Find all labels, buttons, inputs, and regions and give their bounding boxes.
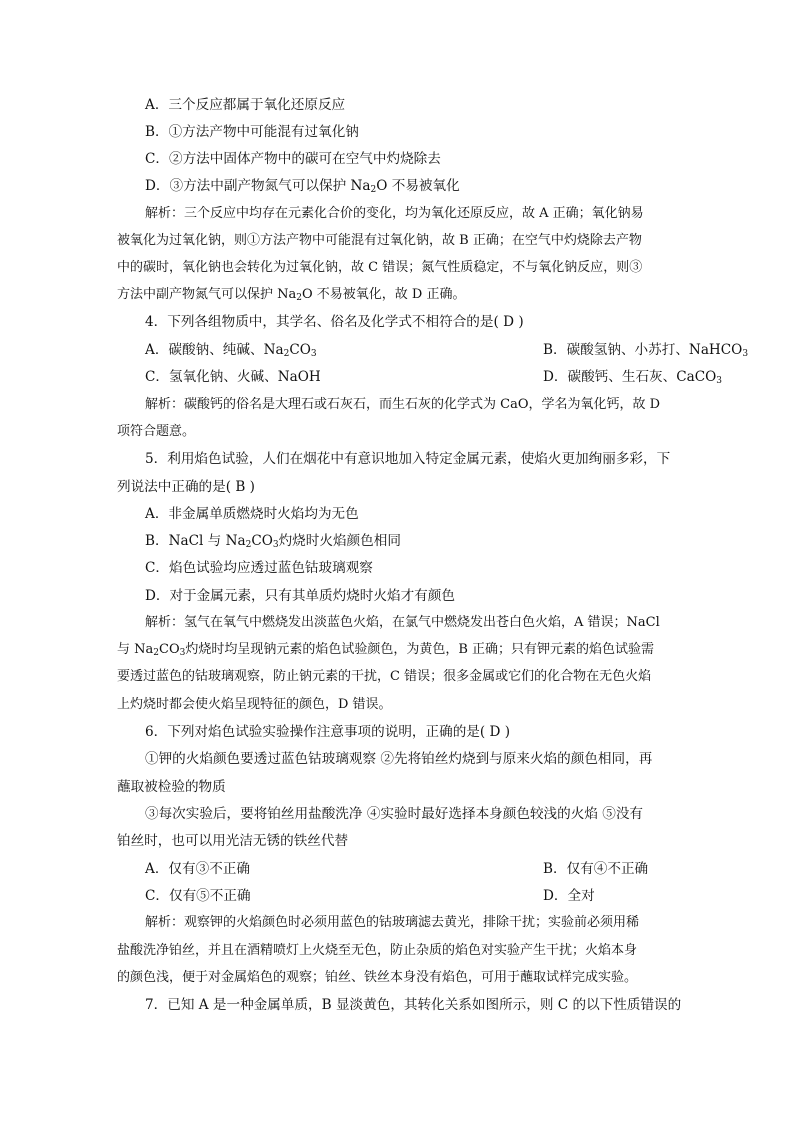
subscript: 2 — [283, 349, 290, 359]
q6-options-row-2 — [145, 886, 705, 906]
q5-option-d: D．对于金属元素，只有其单质灼烧时火焰才有颜色 — [145, 588, 455, 604]
q3-option-a: A．三个反应都属于氧化还原反应 — [145, 97, 346, 113]
q4-option-d-text: D．碳酸钙、生石灰、CaCO — [543, 369, 717, 385]
subscript: 3 — [179, 648, 186, 658]
q4-options-row-1 — [145, 340, 749, 360]
q5-option-c: C．焰色试验均应透过蓝色钴玻璃观察 — [145, 560, 373, 576]
q5-stem: 5．利用焰色试验，人们在烟花中有意识地加入特定金属元素，使焰火更加绚丽多彩，下 — [145, 451, 671, 467]
q5-option-b — [145, 531, 401, 551]
q3-explanation-text: 方法中副产物氮气可以保护 Na — [117, 287, 297, 302]
q3-explanation-line: 中的碳时，氧化钠也会转化为过氧化钠，故 C 错误；氮气性质稳定，不与氧化钠反应，则③ — [117, 260, 643, 275]
q4-explanation-line: 项符合题意。 — [117, 424, 196, 439]
q5-explanation-text-mid: CO — [159, 642, 180, 657]
q5-option-b-text: B．NaCl 与 Na — [145, 533, 246, 549]
q4-option-d — [543, 367, 722, 387]
q3-option-d-text: D．③方法中副产物氮气可以保护 Na — [145, 178, 371, 194]
q6-explanation-line: 的颜色浅，便于对金属焰色的观察；铂丝、铁丝本身没有焰色，可用于蘸取试样完成实验。 — [117, 970, 638, 985]
q3-explanation-line: 被氧化为过氧化钠，则①方法产物中可能混有过氧化钠，故 B 正确；在空气中灼烧除去产物 — [117, 233, 642, 248]
q6-option-c: C．仅有⑤不正确 — [145, 888, 251, 904]
subscript: 3 — [716, 376, 723, 386]
q3-option-c: C．②方法中固体产物中的碳可在空气中灼烧除去 — [145, 151, 441, 167]
q3-option-b: B．①方法产物中可能混有过氧化钠 — [145, 124, 359, 140]
subscript: 2 — [153, 648, 159, 658]
q6-option-b: B．仅有④不正确 — [543, 861, 649, 877]
subscript: 2 — [245, 540, 252, 550]
subscript: 3 — [310, 349, 317, 359]
q5-option-a: A．非金属单质燃烧时火焰均为无色 — [145, 506, 359, 522]
q6-explanation-line: 盐酸洗净铂丝，并且在酒精喷灯上火烧至无色，防止杂质的焰色对实验产生干扰；火焰本身 — [117, 943, 638, 958]
q4-option-a-text-mid: CO — [289, 342, 311, 358]
subscript: 3 — [742, 349, 749, 359]
q5-option-b-text-mid: CO — [251, 533, 273, 549]
q5-explanation-line: 上灼烧时都会使火焰呈现特征的颜色，D 错误。 — [117, 697, 392, 712]
q3-explanation-text-end: O 不易被氧化，故 D 正确。 — [302, 287, 466, 302]
q3-option-d — [145, 176, 460, 196]
q4-options-row-2 — [145, 367, 723, 387]
q6-item-line: ①钾的火焰颜色要透过蓝色钴玻璃观察 ②先将铂丝灼烧到与原来火焰的颜色相同，再 — [145, 751, 653, 767]
q6-option-d: D．全对 — [543, 888, 595, 904]
q3-option-d-text-end: O 不易被氧化 — [376, 178, 460, 194]
q6-options-row-1 — [145, 859, 705, 879]
q4-option-b — [543, 340, 748, 360]
q4-option-b-text: B．碳酸氢钠、小苏打、NaHCO — [543, 342, 743, 358]
q5-explanation-line — [117, 640, 654, 660]
q5-explanation-line: 解析：氢气在氧气中燃烧发出淡蓝色火焰，在氯气中燃烧发出苍白色火焰，A 错误；NaCl — [145, 615, 660, 630]
q6-item-line: ③每次实验后，要将铂丝用盐酸洗净 ④实验时最好选择本身颜色较浅的火焰 ⑤没有 — [145, 806, 644, 822]
q5-option-b-text-end: 灼烧时火焰颜色相同 — [278, 533, 401, 549]
q4-stem: 4．下列各组物质中，其学名、俗名及化学式不相符合的是( D ) — [145, 314, 524, 330]
q3-explanation-line: 解析：三个反应中均存在元素化合价的变化，均为氧化还原反应，故 A 正确；氧化钠易 — [145, 206, 644, 221]
q6-item-line: 蘸取被检验的物质 — [117, 779, 226, 795]
subscript: 2 — [370, 185, 377, 195]
q5-explanation-text: 与 Na — [117, 642, 154, 657]
q4-option-a-text: A．碳酸钠、纯碱、Na — [145, 342, 284, 358]
subscript: 2 — [296, 293, 302, 303]
q6-option-a: A．仅有③不正确 — [145, 861, 250, 877]
q4-explanation-line: 解析：碳酸钙的俗名是大理石或石灰石，而生石灰的化学式为 CaO，学名为氧化钙，故 D — [145, 397, 661, 412]
q6-explanation-line: 解析：观察钾的火焰颜色时必须用蓝色的钴玻璃滤去黄光，排除干扰；实验前必须用稀 — [145, 915, 640, 930]
q6-stem: 6．下列对焰色试验实验操作注意事项的说明，正确的是( D ) — [145, 724, 511, 740]
q3-explanation-line — [117, 285, 465, 305]
q5-explanation-text-end: 灼烧时均呈现钠元素的焰色试验颜色，为黄色，B 正确；只有钾元素的焰色试验需 — [185, 642, 655, 657]
q4-option-a — [145, 342, 317, 358]
subscript: 3 — [272, 540, 279, 550]
q4-option-c: C．氢氧化钠、火碱、NaOH — [145, 369, 321, 385]
q7-stem: 7．已知 A 是一种金属单质，B 显淡黄色，其转化关系如图所示，则 C 的以下性质错误的 — [145, 997, 682, 1013]
q5-stem-cont: 列说法中正确的是( B ) — [117, 479, 255, 495]
q6-item-line: 铂丝时，也可以用光洁无锈的铁丝代替 — [117, 833, 349, 849]
q5-explanation-line: 要透过蓝色的钴玻璃观察，防止钠元素的干扰，C 错误；很多金属或它们的化合物在无色火焰 — [117, 669, 652, 684]
